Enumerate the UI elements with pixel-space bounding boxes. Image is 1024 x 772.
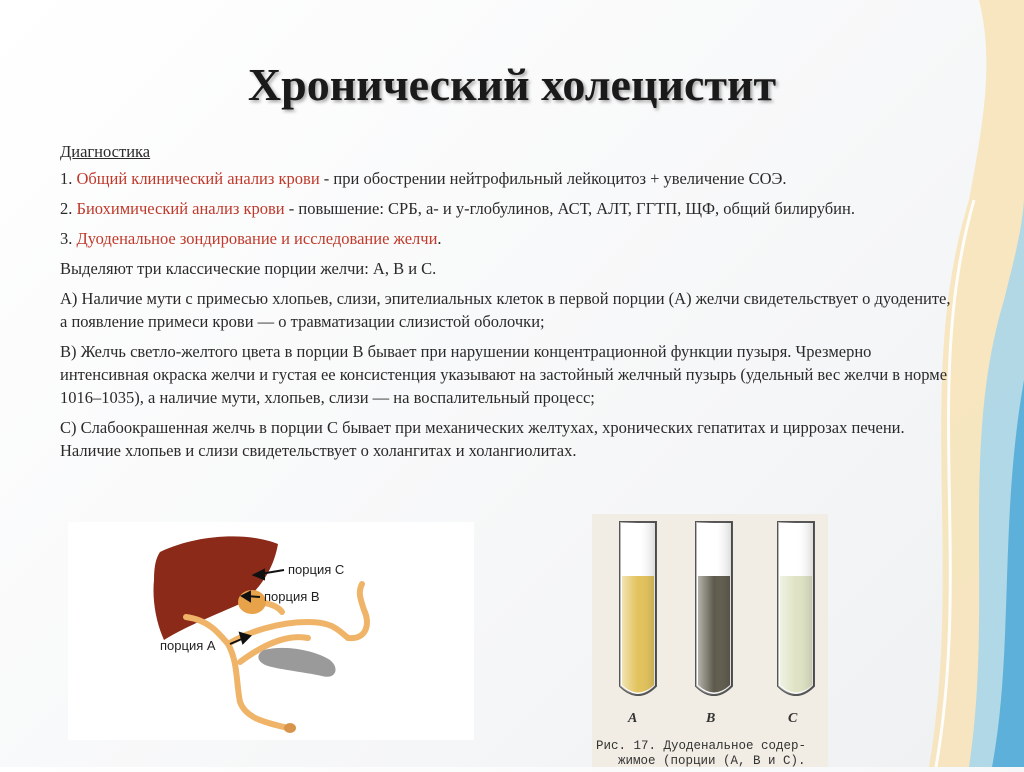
item-number: 1. — [60, 169, 73, 188]
tube-b — [696, 522, 732, 695]
item-number: 3. — [60, 229, 73, 248]
item-highlight: Биохимический анализ крови — [76, 199, 285, 218]
pancreas — [258, 648, 335, 677]
slide-title: Хронический холецистит — [247, 59, 777, 110]
item-number: 2. — [60, 199, 73, 218]
duodenum-end — [284, 723, 296, 733]
label-portion-a: порция А — [160, 638, 216, 653]
paragraph-portions: Выделяют три классические порции желчи: А, В и С. — [60, 259, 437, 278]
label-portion-b: порция В — [264, 589, 320, 604]
section-heading: Диагностика — [60, 142, 151, 161]
tube-label-c: С — [788, 711, 798, 726]
tube-c — [778, 522, 814, 695]
item-highlight: Дуоденальное зондирование и исследование желчи — [76, 229, 438, 248]
list-item — [60, 167, 960, 190]
paragraph-a: А) Наличие мути с примесью хлопьев, слизи, эпителиальных клеток в первой порции (А) желчи свидетельствует о дуодените, а появление примеси крови — о травматизации слизистой оболочки; — [60, 289, 951, 331]
paragraph-b: В) Желчь светло-желтого цвета в порции В бывает при нарушении концентрационной функции пузыря. Чрезмерно интенсивная окраска желчи и густая ее консистенция указывают на застойный желчный пузырь (удельный вес желчи в норме 1016–1035), а наличие мути, хлопьев, слизи — на воспалительный процесс; — [60, 342, 948, 407]
item-text: - при обострении нейтрофильный лейкоцитоз + увеличение СОЭ. — [319, 169, 787, 188]
tube-label-a: А — [628, 711, 638, 726]
item-text: - повышение: СРБ, а- и у-глобулинов, АСТ, АЛТ, ГГТП, ЩФ, общий билирубин. — [284, 199, 855, 218]
item-text: . — [437, 229, 442, 248]
list-item — [60, 227, 960, 250]
tube-a — [620, 522, 656, 695]
label-portion-c: порция С — [288, 562, 345, 577]
gallbladder — [238, 590, 266, 614]
tube-label-b: В — [706, 711, 716, 726]
item-highlight: Общий клинический анализ крови — [76, 169, 320, 188]
figure-caption-line2: жимое (порции (А, В и С). — [618, 754, 806, 767]
content-body — [60, 140, 960, 469]
figure-caption-line1: Рис. 17. Дуоденальное содер- — [596, 739, 807, 753]
test-tubes-figure — [592, 514, 828, 767]
anatomy-figure — [68, 522, 474, 740]
paragraph-c: С) Слабоокрашенная желчь в порции С бывает при механических желтухах, хронических гепатитах и циррозах печени. Наличие хлопьев и слизи свидетельствует о холангитах и холангиолитах. — [60, 418, 905, 460]
list-item — [60, 197, 960, 220]
liver-shape — [153, 536, 278, 640]
